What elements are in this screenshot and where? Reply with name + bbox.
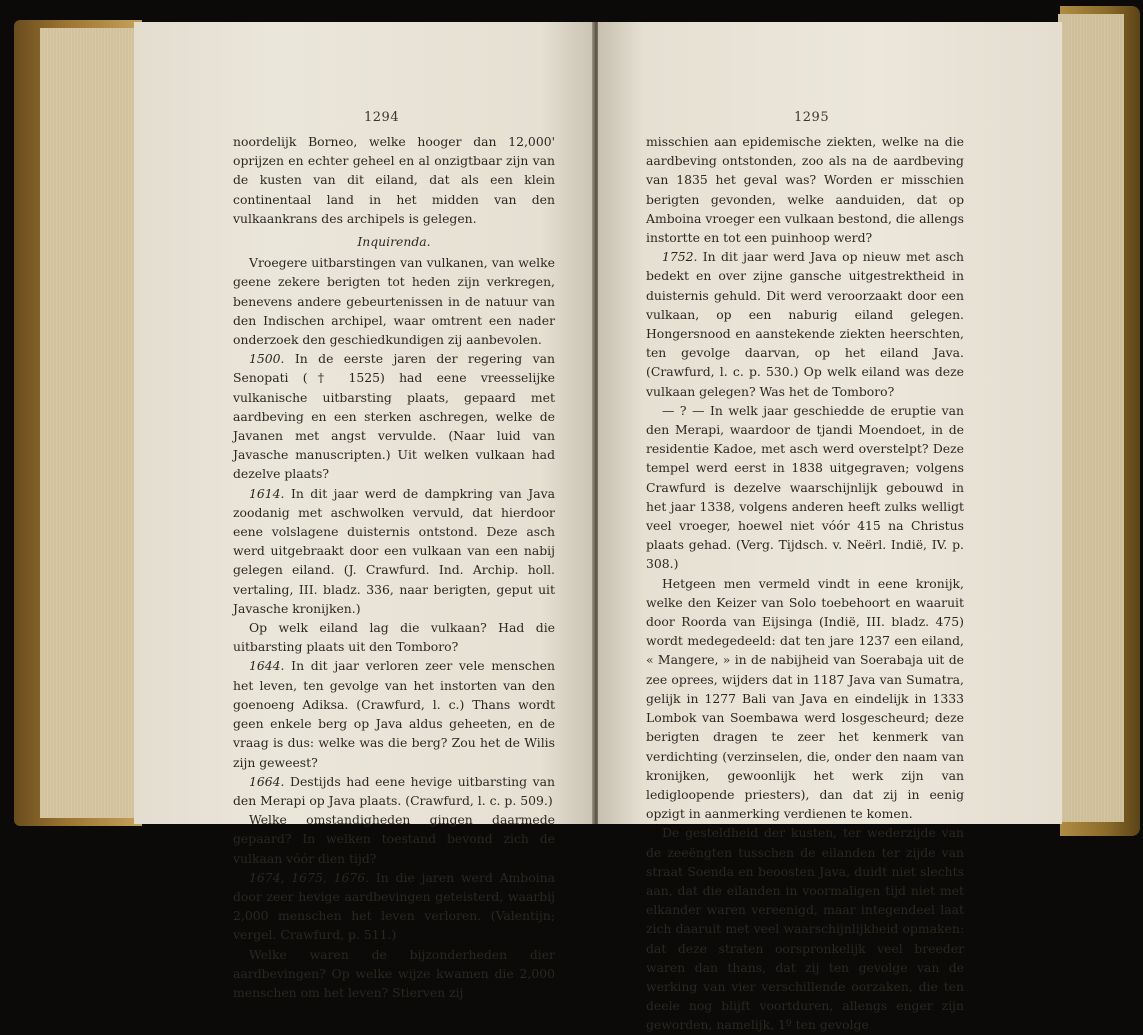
paragraph: Welke omstandigheden gingen daarmede gepaard? In welken toestand bevond zich de vulkaan vóór dien tijd?	[233, 812, 555, 866]
entry-text: In dit jaar werd Java op nieuw met asch bedekt en over zijne gansche uitgestrektheid in duisternis gehuld. Dit werd veroorzaakt door een vulkaan, op een naburig eiland gelegen. Hongersnood en aanstekende ziekten heerschten, ten gevolge daarvan, op het eiland Java. (Crawfurd, l. c. p. 530.) Op welk eiland was deze vulkaan gelegen? Was het de Tomboro?	[646, 249, 964, 399]
paragraph: Op welk eiland lag die vulkaan? Had die uitbarsting plaats uit den Tomboro?	[233, 620, 555, 655]
paragraph: noordelijk Borneo, welke hooger dan 12,000' oprijzen en echter geheel en al onzigtbaar zijn van de kusten van dit eiland, dat als een klein continentaal land in het midden van den vulkaankrans des archipels is gelegen.	[233, 134, 555, 226]
section-heading: Inquirenda.	[357, 234, 431, 250]
right-page-text	[646, 132, 964, 1035]
entry-1644	[233, 656, 555, 771]
entry-text: In dit jaar verloren zeer vele menschen het leven, ten gevolge van het instorten van den goenoeng Adiksa. (Crawfurd, l. c.) Thans wordt geen enkele berg op Java aldus geheeten, en de vraag is dus: welke was die berg? Zou het de Wilis zijn geweest?	[233, 658, 555, 770]
paragraph: misschien aan epidemische ziekten, welke na die aardbeving ontstonden, zoo als na de aardbeving van 1835 het geval was? Worden er misschien berigten gevonden, welke aanduiden, dat op Amboina vroeger een vulkaan bestond, die allengs instortte en tot een puinhoop werd?	[646, 134, 964, 246]
entry-year: 1664.	[249, 773, 285, 789]
left-page	[134, 22, 596, 1000]
entry-1500	[233, 349, 555, 483]
paragraph: De gesteldheid der kusten, ter wederzijde van de zeeëngten tusschen de eilanden ter zijde van straat Soenda en beoosten Java, duidt niet slechts aan, dat die eilanden in voormaligen tijd niet met elkander waren vereenigd, maar integendeel laat zich daaruit met veel waarschijnlijkheid opmaken: dat deze straten oorspronkelijk veel breeder waren dan thans, dat zij ten gevolge van de werking van vier verschillende oorzaken, die ten deele nog blijft voortduren, allengs enger zijn geworden, namelijk, 1º ten gevolge	[646, 825, 964, 1033]
entry-text: In de eerste jaren der regering van Senopati († 1525) had eene vreesselijke vulkanische uitbarsting plaats, gepaard met aardbeving en een sterken aschregen, welke de Javanen met angst vervulde. (Naar luid van Javasche manuscripten.) Uit welken vulkaan had dezelve plaats?	[233, 351, 555, 482]
entry-year: 1674, 1675, 1676.	[249, 869, 370, 885]
entry-text: Destijds had eene hevige uitbarsting van den Merapi op Java plaats. (Crawfurd, l. c. p. 509.)	[233, 773, 555, 808]
entry-1674	[233, 868, 555, 945]
page-edges-left	[40, 28, 136, 818]
entry-unknown-year: — ? — In welk jaar geschiedde de eruptie van den Merapi, waardoor de tjandi Moendoet, in de residentie Kadoe, met asch werd overstelpt? Deze tempel werd eerst in 1838 uitgegraven; volgens Crawfurd is dezelve waarschijnlijk gebouwd in het jaar 1338, volgens anderen heeft zulks welligt veel vroeger, hoewel niet vóór 415 na Christus plaats gehad. (Verg. Tijdsch. v. Neërl. Indië, IV. p. 308.)	[646, 402, 964, 572]
entry-year: 1644.	[249, 658, 285, 674]
page-edges-right	[1058, 14, 1124, 822]
entry-year: 1614.	[249, 485, 285, 501]
entry-text: In die jaren werd Amboina door zeer hevige aardbevingen geteisterd, waarbij 2,000 menschen het leven verloren. (Valentijn; vergel. Crawfurd, p. 511.)	[233, 869, 555, 943]
entry-1664	[233, 772, 555, 810]
entry-1752	[646, 247, 964, 401]
paragraph: Vroegere uitbarstingen van vulkanen, van welke geene zekere berigten tot heden zijn verkregen, benevens andere gebeurtenissen in de natuur van den Indischen archipel, waar omtrent een nader onderzoek den geschiedkundigen zij aanbevolen.	[233, 255, 555, 348]
entry-year: 1500.	[249, 351, 285, 367]
left-page-text	[233, 132, 555, 1002]
paragraph: Welke waren de bijzonderheden dier aardbevingen? Op welke wijze kwamen die 2,000 menschen om het leven? Stierven zij	[233, 946, 555, 1000]
entry-year: 1752.	[662, 249, 698, 265]
page-number: 1295	[794, 110, 830, 125]
right-page	[598, 22, 1062, 1033]
page-number: 1294	[364, 110, 400, 125]
entry-1614	[233, 484, 555, 618]
paragraph: Hetgeen men vermeld vindt in eene kronijk, welke den Keizer van Solo toebehoort en waaruit door Roorda van Eijsinga (Indië, III. bladz. 475) wordt medegedeeld: dat ten jare 1237 een eiland, « Mangere, » in de nabijheid van Soerabaja uit de zee oprees, wijders dat in 1187 Java van Sumatra, gelijk in 1277 Bali van Java en eindelijk in 1333 Lombok van Soembawa werd losgescheurd; deze berigten dragen te zeer het kenmerk van verdichting (verzinselen, die, onder den naam van kronijken, gewoonlijk het werk zijn van ledigloopende priesters), dan dat zij in eenig opzigt in aanmerking verdienen te komen.	[646, 575, 964, 822]
entry-text: In dit jaar werd de dampkring van Java zoodanig met aschwolken vervuld, dat hierdoor eene volslagene duisternis ontstond. Deze asch werd uitgebraakt door een vulkaan van een nabij gelegen eiland. (J. Crawfurd. Ind. Archip. holl. vertaling, III. bladz. 336, naar berigten, geput uit Javasche kronijken.)	[233, 485, 555, 616]
